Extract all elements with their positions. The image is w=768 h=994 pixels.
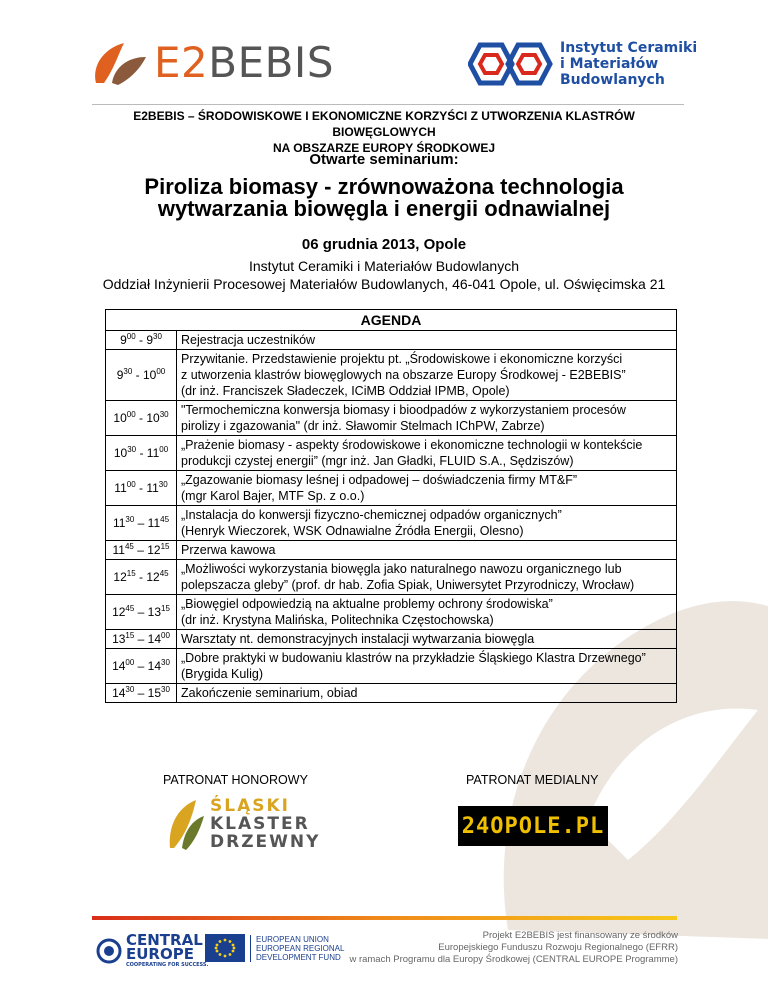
e2bebis-logo [92,38,334,87]
agenda-body [106,331,677,703]
slk-line2: KLASTER [210,814,310,834]
agenda-time: $11^{00} - 11^{30}$ [106,471,177,506]
agenda-time: $10^{30} - 11^{00}$ [106,436,177,471]
agenda-description: „Dobre praktyki w budowaniu klastrów na przykładzie Śląskiego Klastra Drzewnego” (Brygida Kulig) [177,649,677,684]
icimb-name-line1: Instytut Ceramiki [560,40,698,56]
institute-address: Instytut Ceramiki i Materiałów Budowlanych Oddział Inżynierii Procesowej Materiałów Budowlanych, 46-041 Opole, ul. Oświęcimska 21 [102,258,666,292]
agenda-row [106,331,677,350]
media-patronage-label: PATRONAT MEDIALNY [466,773,599,787]
eu-flag-icon [205,934,245,962]
agenda-time: $9^{30} - 10^{00}$ [106,350,177,401]
icimb-logo [468,40,697,88]
agenda-row [106,471,677,506]
eu-logo: EUROPEAN UNION EUROPEAN REGIONAL DEVELOPMENT FUND [205,934,344,962]
header [0,0,768,105]
agenda-description: Przerwa kawowa [177,541,677,560]
agenda-row [106,506,677,541]
e2bebis-leaf-icon [92,39,148,87]
agenda-row [106,541,677,560]
agenda-row [106,684,677,703]
main-title: Piroliza biomasy - zrównoważona technologia wytwarzania biowęgla i energii odnawialnej [144,174,624,221]
agenda-time: $12^{15} - 12^{45}$ [106,560,177,595]
agenda-description: "Termochemiczna konwersja biomasy i bioodpadów z wykorzystaniem procesów pirolizy i zgazowania" (dr inż. Sławomir Stelmach IChPW, Zabrze) [177,401,677,436]
project-title: E2BEBIS – ŚRODOWISKOWE I EKONOMICZNE KORZYŚCI Z UTWORZENIA KLASTRÓW BIOWĘGLOWYCH NA OBSZARZE EUROPY ŚRODKOWEJ [133,109,635,155]
agenda-description: „Zgazowanie biomasy leśnej i odpadowej – doświadczenia firmy MT&F” (mgr Karol Bajer, MTF Sp. z o.o.) [177,471,677,506]
agenda-description: „Instalacja do konwersji fizyczno-chemicznej odpadów organicznych” (Henryk Wieczorek, WSK Odnawialne Źródła Energii, Olesno) [177,506,677,541]
agenda-description: Rejestracja uczestników [177,331,677,350]
agenda-table [105,309,677,703]
agenda-time: $13^{15} - 14^{00}$ [106,630,177,649]
footer-color-bar [92,916,677,920]
slaski-klaster-drzewny-logo [166,797,320,851]
agenda-description: „Prażenie biomasy - aspekty środowiskowe i ekonomiczne technologii w kontekście produkcji czystej energii” (mgr inż. Jan Gładki, FLUID S.A., Sędziszów) [177,436,677,471]
agenda-time: $11^{30} - 11^{45}$ [106,506,177,541]
agenda-row [106,595,677,630]
agenda-description: „Możliwości wykorzystania biowęgla jako naturalnego nawozu organicznego lub polepszacza gleby” (prof. dr hab. Zofia Spiak, Uniwersytet Przyrodniczy, Wrocław) [177,560,677,595]
agenda-row [106,560,677,595]
agenda-time: $9^{00} - 9^{30}$ [106,331,177,350]
icimb-name-line3: Budowlanych [560,72,665,88]
agenda-row [106,350,677,401]
agenda-row [106,401,677,436]
agenda-time: $10^{00} - 10^{30}$ [106,401,177,436]
24opole-logo: 24OPOLE.PL [458,806,608,846]
agenda-description: Zakończenie seminarium, obiad [177,684,677,703]
agenda-time: $14^{00} - 14^{30}$ [106,649,177,684]
agenda-heading: AGENDA [106,310,677,331]
icimb-hexagon-icon [468,41,554,87]
agenda-description: „Biowęgiel odpowiedzią na aktualne problemy ochrony środowiska” (dr inż. Krystyna Malińska, Politechnika Częstochowska) [177,595,677,630]
agenda-time: $12^{45} - 13^{15}$ [106,595,177,630]
icimb-name-line2: i Materiałów [560,56,659,72]
agenda-row [106,630,677,649]
central-europe-globe-icon [96,938,122,964]
date-place: 06 grudnia 2013, Opole [301,236,467,253]
agenda-description: Warsztaty nt. demonstracyjnych instalacji wytwarzania biowęgla [177,630,677,649]
honorary-patronage-label: PATRONAT HONOROWY [163,773,308,787]
slk-line3: DRZEWNY [210,832,321,852]
header-divider [92,104,684,105]
seminar-label: Otwarte seminarium: [309,151,459,168]
funding-note: Projekt E2BEBIS jest finansowany ze środków Europejskiego Funduszu Rozwoju Regionalnego (EFRR) w ramach Programu dla Europy Środkowej (CENTRAL EUROPE Programme) [349,930,678,965]
agenda-row [106,436,677,471]
slk-line1: ŚLĄSKI [210,796,290,816]
agenda-row [106,649,677,684]
agenda-time: $14^{30} - 15^{30}$ [106,684,177,703]
logo-text-e2: E2 [154,38,209,87]
agenda-time: $11^{45} - 12^{15}$ [106,541,177,560]
tree-leaf-icon [166,798,206,850]
logo-text-bebis: BEBIS [208,38,334,87]
central-europe-logo: CENTRAL EUROPE COOPERATING FOR SUCCESS. [96,933,208,969]
agenda-description: Przywitanie. Przedstawienie projektu pt. „Środowiskowe i ekonomiczne korzyści z utworzenia klastrów biowęglowych na obszarze Europy Środkowej - E2BEBIS” (dr inż. Franciszek Sładeczek, ICiMB Oddział IPMB, Opole) [177,350,677,401]
